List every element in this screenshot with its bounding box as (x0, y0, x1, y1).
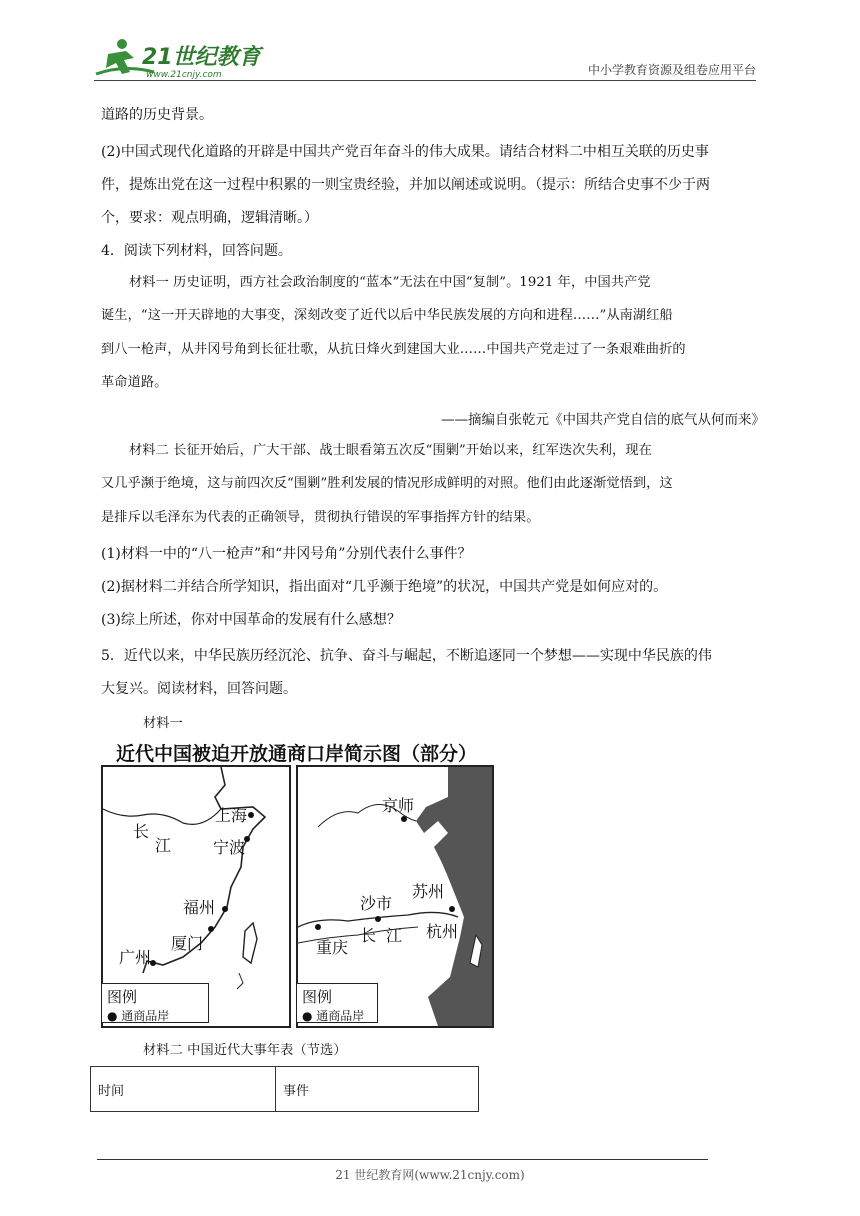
place-label: 长 (360, 926, 377, 945)
place-label: 江 (386, 926, 403, 945)
svg-text:21世纪教育: 21世纪教育 (142, 45, 261, 70)
table-header-cell: 时间 (91, 1067, 276, 1112)
q5-stem-line: 5．近代以来，中华民族历经沉沦、抗争、奋斗与崛起，不断追逐同一个梦想——实现中华民族的伟 (101, 648, 712, 664)
place-label: 江 (155, 836, 172, 855)
q3-sub2-line: 件，提炼出党在这一过程中积累的一则宝贵经验，并加以阐述或说明。（提示：所结合史事不少于两 (101, 177, 710, 193)
map-legend: 图例 ● 通商品岸 (101, 983, 209, 1023)
place-label: 杭州 (426, 922, 459, 941)
footer-text: 21 世纪教育网(www.21cnjy.com) (335, 1168, 525, 1182)
table-row (91, 1067, 479, 1112)
place-label: 宁波 (213, 838, 246, 857)
map-title: 近代中国被迫开放通商口岸简示图（部分） (116, 743, 478, 765)
q5-material2-label: 材料二 中国近代大事年表（节选） (143, 1043, 347, 1058)
q4-material2-line: 又几乎濒于绝境，这与前四次反“围剿”胜利发展的情况形成鲜明的对照。他们由此逐渐觉悟到，这 (101, 476, 673, 491)
runner-logo-icon (94, 34, 264, 82)
q3-sub2-line: (2)中国式现代化道路的开辟是中国共产党百年奋斗的伟大成果。请结合材料二中相互关联的历史事 (101, 144, 709, 160)
place-label: 京师 (382, 796, 415, 815)
q4-sub3: (3)综上所述，你对中国革命的发展有什么感想？ (101, 612, 401, 628)
place-label: 重庆 (316, 938, 349, 957)
svg-text:www.21cnjy.com: www.21cnjy.com (146, 70, 222, 80)
map-left (101, 765, 291, 1028)
site-logo (94, 34, 264, 82)
events-table (90, 1066, 479, 1112)
q4-material1-line: 革命道路。 (101, 375, 168, 390)
footer-divider (97, 1159, 708, 1160)
q4-material1-source: ——摘编自张乾元《中国共产党自信的底气从何而来》 (441, 412, 765, 428)
platform-name: 中小学教育资源及组卷应用平台 (587, 63, 756, 77)
place-label: 长 (133, 822, 150, 841)
table-header-cell: 事件 (276, 1067, 479, 1112)
q3-text-line: 道路的历史背景。 (101, 107, 213, 123)
q4-material1-line: 诞生，“这一开天辟地的大事变，深刻改变了近代以后中华民族发展的方向和进程……”从南湖红船 (101, 308, 673, 323)
place-label: 沙市 (360, 894, 393, 913)
q4-material2-line: 材料二 长征开始后，广大干部、战士眼看第五次反“围剿”开始以来，红军迭次失利，现在 (129, 443, 652, 458)
q4-stem: 4．阅读下列材料，回答问题。 (101, 243, 292, 259)
q4-material1-line: 材料一 历史证明，西方社会政治制度的“蓝本”无法在中国“复制”。1921 年，中国共产党 (129, 275, 651, 290)
q5-material1-label: 材料一 (143, 716, 183, 731)
q3-sub2-line: 个，要求：观点明确，逻辑清晰。） (101, 210, 318, 226)
header-divider (94, 80, 756, 81)
map-legend: 图例 ● 通商品岸 (296, 983, 378, 1023)
q4-material2-line: 是排斥以毛泽东为代表的正确领导，贯彻执行错误的军事指挥方针的结果。 (101, 510, 540, 525)
map-right (296, 765, 494, 1028)
place-label: 厦门 (171, 934, 204, 953)
q5-stem-line: 大复兴。阅读材料，回答问题。 (101, 681, 297, 697)
q4-material1-line: 到八一枪声，从井冈号角到长征壮歌，从抗日烽火到建国大业……中国共产党走过了一条艰难曲折的 (101, 342, 686, 357)
place-label: 福州 (183, 898, 216, 917)
place-label: 广州 (119, 948, 152, 967)
place-label: 苏州 (412, 882, 445, 901)
q4-sub1: (1)材料一中的“八一枪声”和“井冈号角”分别代表什么事件？ (101, 546, 472, 562)
q4-sub2: (2)据材料二并结合所学知识，指出面对“几乎濒于绝境”的状况，中国共产党是如何应对的。 (101, 579, 668, 595)
place-label: 上海 (215, 806, 248, 825)
